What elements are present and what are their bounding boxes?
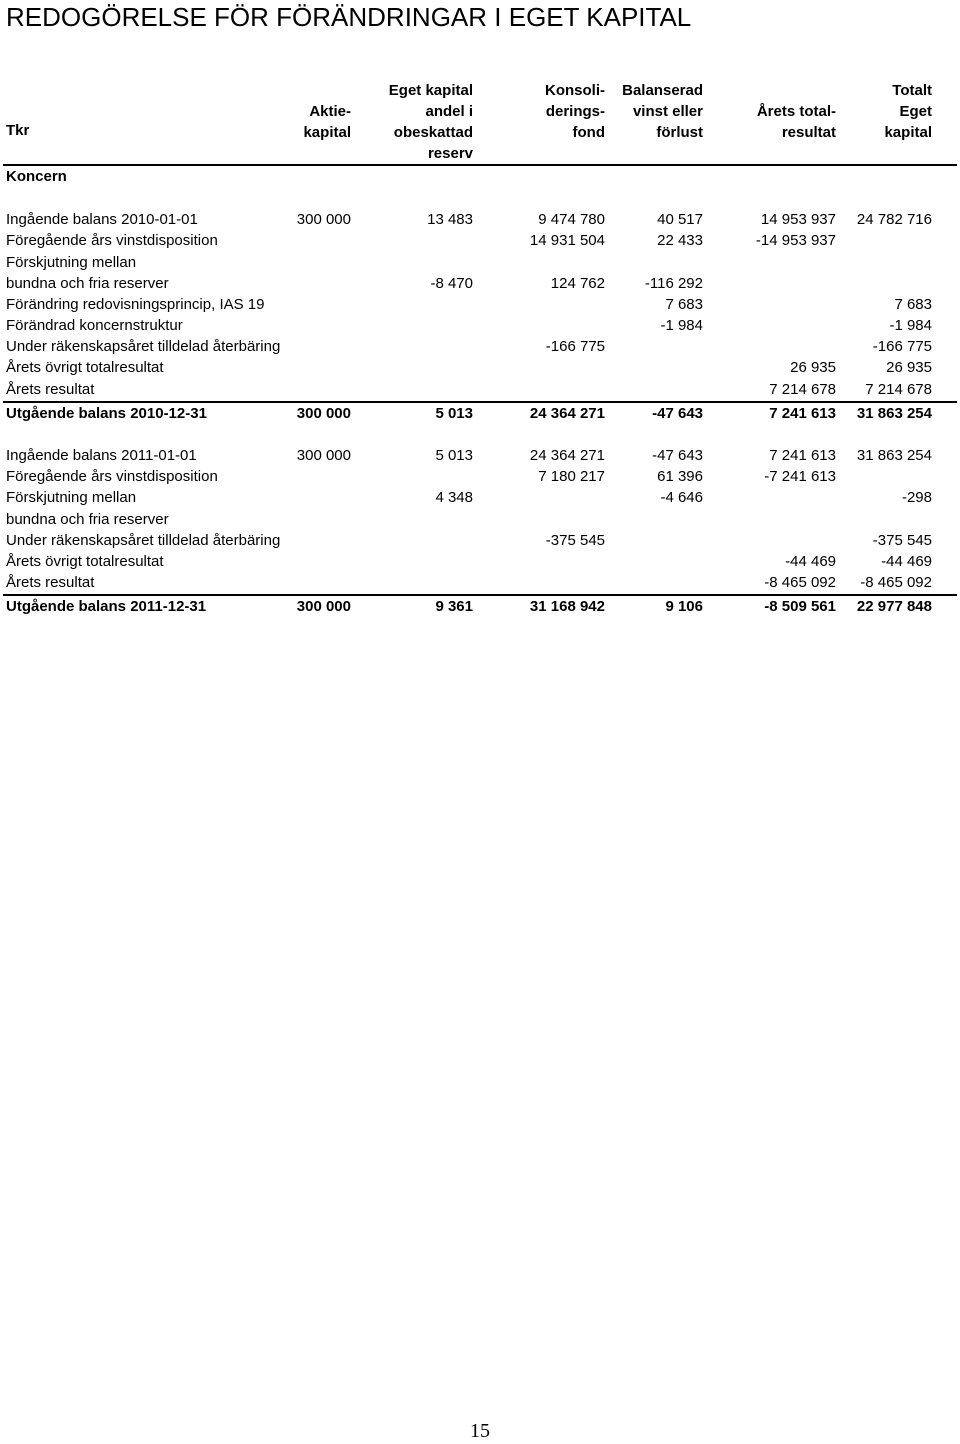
table-cell: 9 106 <box>665 598 703 615</box>
table-cell: -8 465 092 <box>764 574 836 591</box>
column-header-line: Årets total- <box>756 103 836 120</box>
table-row <box>0 509 960 530</box>
table-total-row <box>0 403 960 424</box>
table-row <box>0 572 960 593</box>
row-label: bundna och fria reserver <box>6 511 169 528</box>
table-cell: 31 863 254 <box>856 405 932 422</box>
table-cell: 26 935 <box>790 359 836 376</box>
table-cell: 124 762 <box>550 275 605 292</box>
table-row <box>0 294 960 315</box>
table-row <box>0 466 960 487</box>
row-label: Utgående balans 2011-12-31 <box>6 598 207 615</box>
table-row <box>0 252 960 273</box>
table-cell: -1 984 <box>660 317 703 334</box>
header-divider <box>3 164 957 166</box>
column-header-line: Balanserad <box>622 82 703 99</box>
table-cell: 31 863 254 <box>856 447 932 464</box>
table-cell: -7 241 613 <box>764 468 836 485</box>
column-header-line: Eget kapital <box>388 82 473 99</box>
column-header-line: reserv <box>427 145 473 162</box>
row-label: Förändring redovisningsprincip, IAS 19 <box>6 296 265 313</box>
row-label: Föregående års vinstdisposition <box>6 232 218 249</box>
row-label: Förskjutning mellan <box>6 489 137 506</box>
row-label: Förskjutning mellan <box>6 254 137 271</box>
total-divider-2011 <box>3 594 957 596</box>
table-row <box>0 530 960 551</box>
table-cell: -14 953 937 <box>755 232 836 249</box>
table-cell: 7 683 <box>665 296 703 313</box>
page-number: 15 <box>470 1420 490 1442</box>
table-cell: 14 953 937 <box>760 211 836 228</box>
column-header-line: vinst eller <box>632 103 703 120</box>
table-cell: 7 180 217 <box>538 468 605 485</box>
column-header-line: kapital <box>884 124 932 141</box>
table-cell: -375 545 <box>545 532 605 549</box>
column-header-line: Konsoli- <box>545 82 605 99</box>
table-cell: -166 775 <box>545 338 605 355</box>
table-cell: -298 <box>901 489 932 506</box>
table-row <box>0 273 960 294</box>
table-row <box>0 230 960 251</box>
column-header-line: kapital <box>303 124 351 141</box>
table-cell: -44 469 <box>785 553 836 570</box>
table-cell: 300 000 <box>296 405 351 422</box>
column-header-line: derings- <box>545 103 605 120</box>
column-header-konsolideringsfond <box>545 80 605 143</box>
row-label: Ingående balans 2010-01-01 <box>6 211 198 228</box>
table-row <box>0 315 960 336</box>
table-cell: 300 000 <box>296 447 351 464</box>
column-header-line: resultat <box>781 124 836 141</box>
row-label: Årets resultat <box>6 381 95 398</box>
row-label: Utgående balans 2010-12-31 <box>6 405 207 422</box>
table-row <box>0 551 960 572</box>
table-cell: 4 348 <box>435 489 473 506</box>
table-cell: 22 977 848 <box>856 598 932 615</box>
table-cell: 31 168 942 <box>529 598 605 615</box>
table-cell: 14 931 504 <box>529 232 605 249</box>
column-header-line: fond <box>572 124 605 141</box>
table-cell: 13 483 <box>427 211 473 228</box>
table-cell: -47 643 <box>652 447 703 464</box>
row-label: Ingående balans 2011-01-01 <box>6 447 197 464</box>
table-cell: -8 465 092 <box>860 574 932 591</box>
table-cell: 7 683 <box>894 296 932 313</box>
table-cell: 300 000 <box>296 211 351 228</box>
table-cell: -116 292 <box>644 275 703 292</box>
column-header-aktiekapital <box>303 80 351 143</box>
table-cell: 24 782 716 <box>856 211 932 228</box>
table-cell: -166 775 <box>872 338 932 355</box>
table-row <box>0 487 960 508</box>
table-row <box>0 445 960 466</box>
section-label: Koncern <box>6 168 67 185</box>
row-label: Under räkenskapsåret tilldelad återbäring <box>6 338 281 355</box>
table-cell: -44 469 <box>881 553 932 570</box>
table-row <box>0 379 960 400</box>
table-row <box>0 357 960 378</box>
table-cell: 7 214 678 <box>769 381 836 398</box>
table-cell: 24 364 271 <box>529 405 605 422</box>
table-cell: 7 214 678 <box>865 381 932 398</box>
column-header-line: andel i <box>425 103 473 120</box>
unit-label: Tkr <box>6 122 30 139</box>
table-cell: 9 474 780 <box>538 211 605 228</box>
table-cell: 9 361 <box>435 598 473 615</box>
table-row <box>0 209 960 230</box>
row-label: Årets övrigt totalresultat <box>6 553 164 570</box>
row-label: Förändrad koncernstruktur <box>6 317 183 334</box>
table-cell: -375 545 <box>872 532 932 549</box>
table-cell: -4 646 <box>660 489 703 506</box>
table-cell: -1 984 <box>889 317 932 334</box>
column-header-balanserad-vinst <box>622 80 703 143</box>
table-cell: -8 509 561 <box>764 598 836 615</box>
table-cell: 300 000 <box>296 598 351 615</box>
column-header-totalt-eget-kapital <box>884 80 932 143</box>
table-total-row <box>0 596 960 617</box>
row-label: Årets resultat <box>6 574 95 591</box>
table-cell: 22 433 <box>657 232 703 249</box>
row-label: Under räkenskapsåret tilldelad återbäring <box>6 532 281 549</box>
total-divider-2010 <box>3 401 957 403</box>
table-cell: 26 935 <box>886 359 932 376</box>
table-cell: 5 013 <box>435 447 473 464</box>
table-cell: -47 643 <box>652 405 703 422</box>
table-row <box>0 336 960 357</box>
table-cell: 7 241 613 <box>769 447 836 464</box>
column-header-line: obeskattad <box>393 124 473 141</box>
table-cell: 24 364 271 <box>529 447 605 464</box>
column-header-arets-totalresultat <box>757 80 836 143</box>
table-cell: 61 396 <box>657 468 703 485</box>
page-title: REDOGÖRELSE FÖR FÖRÄNDRINGAR I EGET KAPITAL <box>6 2 692 32</box>
column-header-line: Totalt <box>892 82 932 99</box>
row-label: Årets övrigt totalresultat <box>6 359 164 376</box>
column-header-line: förlust <box>656 124 703 141</box>
table-cell: 40 517 <box>657 211 703 228</box>
row-label: Föregående års vinstdisposition <box>6 468 218 485</box>
table-cell: 7 241 613 <box>769 405 836 422</box>
table-cell: 5 013 <box>435 405 473 422</box>
row-label: bundna och fria reserver <box>6 275 169 292</box>
column-header-line: Aktie- <box>309 103 351 120</box>
table-cell: -8 470 <box>430 275 473 292</box>
column-header-line: Eget <box>899 103 932 120</box>
column-header-obeskattad-reserv <box>389 80 473 164</box>
